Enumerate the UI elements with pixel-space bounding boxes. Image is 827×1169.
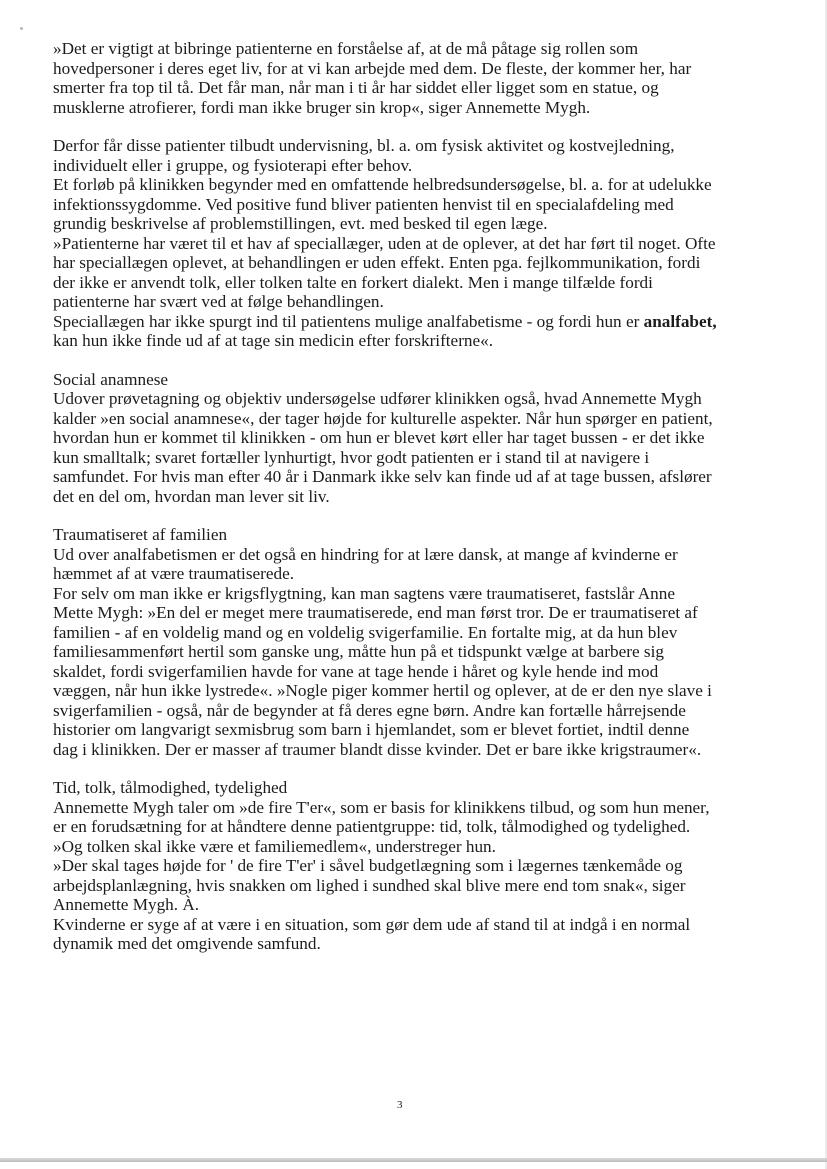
text-fragment: Speciallægen har ikke spurgt ind til patientens mulige analfabetisme - og fordi hun er xyxy=(53,311,644,331)
text-line: familien - af en voldelig mand og en voldelig svigerfamilie. En fortalte mig, at da hun blev xyxy=(53,622,678,642)
text-line: Derfor får disse patienter tilbudt undervisning, bl. a. om fysisk aktivitet og kostvejledning, xyxy=(53,136,675,155)
text-line: kalder »en social anamnese«, der tager højde for kulturelle aspekter. Når hun spørger en patient, xyxy=(53,408,713,428)
text-line: samfundet. For hvis man efter 40 år i Danmark ikke selv kan finde ud af at tage bussen, afslører xyxy=(53,467,712,486)
text-line: »Og tolken skal ikke være et familiemedlem«, understreger hun. xyxy=(53,836,496,856)
section-heading: Tid, tolk, tålmodighed, tydelighed xyxy=(53,778,288,797)
scan-bottom-edge xyxy=(0,1158,827,1162)
text-line: Annemette Mygh. À. xyxy=(53,895,200,914)
text-line: familiesammenført hertil som ganske ung, måtte hun på et tidspunkt vælge at barbere sig xyxy=(53,642,664,661)
scan-speck xyxy=(20,27,23,30)
text-line: skaldet, fordi svigerfamilien havde for vane at tage hende i håret og kyle hende ind mod xyxy=(53,661,659,681)
text-line: infektionssygdomme. Ved positive fund bliver patienten henvist til en specialafdeling med xyxy=(53,194,674,214)
text-line: hovedpersoner i deres eget liv, for at vi kan arbejde med dem. De fleste, der kommer her, har xyxy=(53,58,692,78)
text-line: det en del om, hvordan man lever sit liv. xyxy=(53,486,330,506)
text-line: der ikke er anvendt tolk, eller tolken talte en forkert dialekt. Men i mange tilfælde fordi xyxy=(53,272,653,292)
text-line: har speciallægen oplevet, at behandlingen er uden effekt. Enten pga. fejlkommunikation, fordi xyxy=(53,253,701,272)
text-line: Udover prøvetagning og objektiv undersøgelse udfører klinikken også, hvad Annemette Mygh xyxy=(53,389,702,408)
text-line: arbejdsplanlægning, hvis snakken om lighed i sundhed skal blive mere end tom snak«, siger xyxy=(53,875,686,895)
paragraph-quote-intro xyxy=(53,39,773,117)
text-line: Mette Mygh: »En del er meget mere traumatiserede, end man først tror. De er traumatiseret af xyxy=(53,603,698,622)
section-heading: Social anamnese xyxy=(53,369,169,389)
text-line: smerter fra top til tå. Det får man, når man i ti år har siddet eller ligget som en statue, og xyxy=(53,78,659,97)
bold-word: analfabet, xyxy=(643,311,717,331)
text-line: væggen, når hun ikke lystrede«. »Nogle piger kommer hertil og oplever, at de er den nye slave i xyxy=(53,681,712,700)
text-line: »Der skal tages højde for ' de fire T'er' i såvel budgetlægning som i lægernes tænkemåde og xyxy=(53,856,683,875)
text-line: svigerfamilien - også, når de begynder at få deres egne børn. Andre kan fortælle hårrejsende xyxy=(53,700,686,720)
text-line: musklerne atrofierer, fordi man ikke bruger sin krop«, siger Annemette Mygh. xyxy=(53,97,591,117)
text-line: »Patienterne har været til et hav af speciallæger, uden at de oplever, at det har ført til noget. Ofte xyxy=(53,233,716,253)
text-line: »Det er vigtigt at bibringe patienterne en forståelse af, at de må påtage sig rollen som xyxy=(53,39,639,58)
paragraph-treatment xyxy=(53,136,773,351)
text-line: Et forløb på klinikken begynder med en omfattende helbredsundersøgelse, bl. a. for at udelukke xyxy=(53,175,712,194)
section-social-anamnese xyxy=(53,370,773,507)
section-fire-t xyxy=(53,778,773,954)
text-line: Annemette Mygh taler om »de fire T'er«, som er basis for klinikkens tilbud, og som hun mener, xyxy=(53,797,710,817)
text-line: hæmmet af at være traumatiserede. xyxy=(53,564,295,583)
text-line: individuelt eller i gruppe, og fysioterapi efter behov. xyxy=(53,155,413,175)
text-line: hvordan hun er kommet til klinikken - om hun er blevet kørt eller har taget bussen - er det ikke xyxy=(53,428,705,447)
text-line-with-bold xyxy=(53,312,773,332)
section-traumatiseret xyxy=(53,525,773,759)
text-line: kun smalltalk; svaret fortæller lynhurtigt, hvor godt patienten er i stand til at navigere i xyxy=(53,447,650,467)
article-body xyxy=(53,39,773,954)
text-line: patienterne har svært ved at følge behandlingen. xyxy=(53,292,384,311)
text-line: dynamik med det omgivende samfund. xyxy=(53,934,321,953)
text-line: kan hun ikke finde ud af at tage sin medicin efter forskrifterne«. xyxy=(53,331,494,350)
text-line: grundig beskrivelse af problemstillingen, evt. med besked til egen læge. xyxy=(53,214,548,233)
text-line: Ud over analfabetismen er det også en hindring for at lære dansk, at mange af kvinderne er xyxy=(53,544,678,564)
text-line: Kvinderne er syge af at være i en situation, som gør dem ude af stand til at indgå i en normal xyxy=(53,914,691,934)
text-line: dag i klinikken. Der er masser af traumer blandt disse kvinder. Det er bare ikke krigstraumer«. xyxy=(53,739,702,759)
text-line: historier om langvarigt sexmisbrug som barn i hjemlandet, som er blevet fortiet, indtil denne xyxy=(53,720,690,739)
section-heading: Traumatiseret af familien xyxy=(53,525,228,544)
text-line: For selv om man ikke er krigsflygtning, kan man sagtens være traumatiseret, fastslår Anne xyxy=(53,583,675,603)
page-number: 3 xyxy=(397,1099,403,1111)
text-line: er en forudsætning for at håndtere denne patientgruppe: tid, tolk, tålmodighed og tydelighed. xyxy=(53,817,691,836)
